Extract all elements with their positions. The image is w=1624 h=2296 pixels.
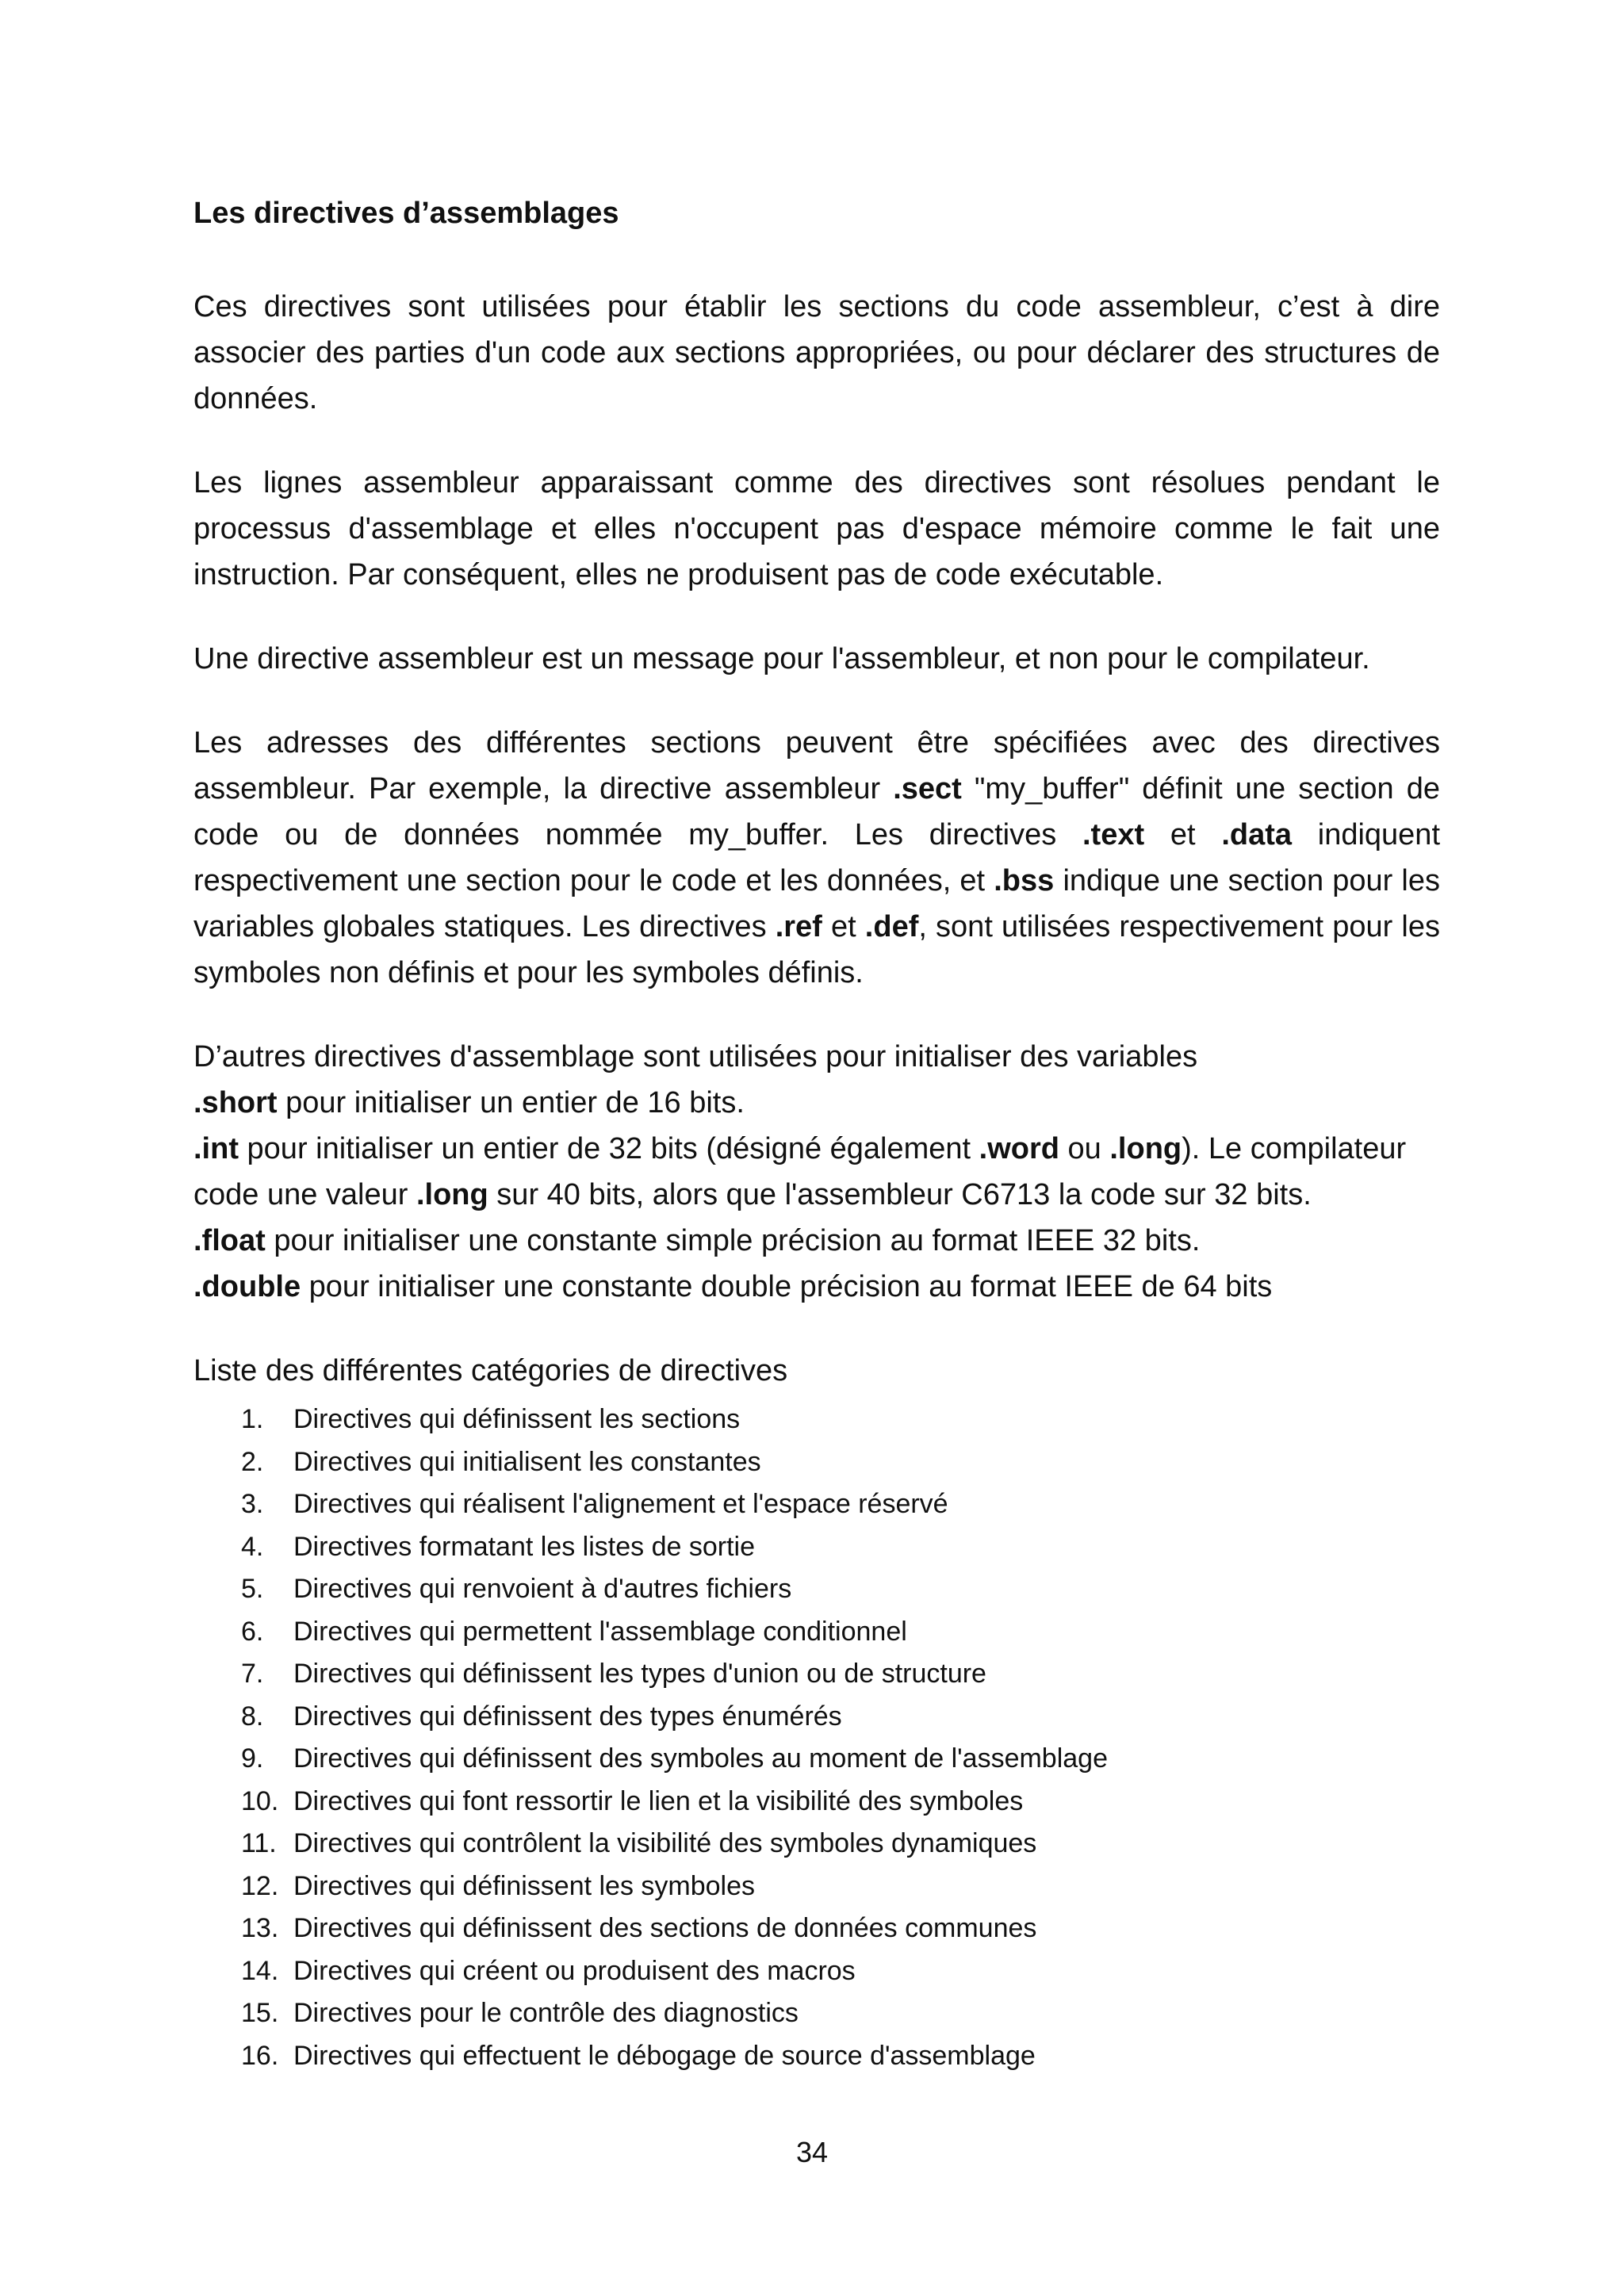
double-line	[193, 1264, 1440, 1310]
list-item-number: 4.	[241, 1531, 264, 1562]
text-segment: , sont utilisées respectivement pour les symboles non définis et pour les symboles définis.	[193, 910, 1440, 989]
list-item	[241, 1568, 1440, 1611]
list-item-text: Directives qui créent ou produisent des macros	[293, 1955, 856, 1986]
short-line	[193, 1080, 1440, 1126]
list-item	[241, 1611, 1440, 1654]
text-segment: et	[822, 910, 865, 943]
list-item	[241, 2035, 1440, 2078]
paragraph-sections	[193, 720, 1440, 996]
list-item	[241, 1526, 1440, 1569]
text-segment: pour initialiser une constante double précision au format IEEE de 64 bits	[301, 1270, 1273, 1303]
list-item-number: 3.	[241, 1489, 264, 1519]
list-item-text: Directives qui réalisent l'alignement et l'espace réservé	[293, 1489, 948, 1519]
text-segment: pour initialiser un entier de 32 bits (désigné également	[238, 1132, 979, 1165]
list-item-text: Directives qui définissent des sections de données communes	[293, 1913, 1037, 1943]
keyword-int: .int	[193, 1132, 239, 1165]
list-item-text: Directives qui font ressortir le lien et la visibilité des symboles	[293, 1785, 1024, 1816]
list-item	[241, 1866, 1440, 1908]
list-item-number: 1.	[241, 1404, 264, 1434]
list-item-number: 13.	[241, 1913, 279, 1943]
list-intro: Liste des différentes catégories de directives	[193, 1354, 788, 1387]
section-heading: Les directives d’assemblages	[193, 197, 619, 230]
keyword-data: .data	[1221, 818, 1293, 851]
list-item	[241, 1696, 1440, 1739]
init-intro-line: D’autres directives d'assemblage sont utilisées pour initialiser des variables	[193, 1040, 1198, 1073]
list-item	[241, 1908, 1440, 1950]
list-item-text: Directives qui définissent les types d'union ou de structure	[293, 1659, 986, 1689]
keyword-sect: .sect	[893, 772, 962, 806]
list-item-number: 16.	[241, 2040, 279, 2071]
text-segment: Les adresses des différentes sections peuvent être spécifiées avec des directives assembleur. Par exemple, la directive assembleur	[193, 726, 1440, 806]
list-item-text: Directives qui définissent des types énumérés	[293, 1701, 842, 1732]
keyword-bss: .bss	[994, 864, 1055, 897]
long-line	[193, 1172, 1440, 1218]
document-page	[193, 190, 1440, 2077]
keyword-short: .short	[193, 1086, 278, 1119]
keyword-def: .def	[864, 910, 919, 943]
directive-categories-list	[193, 1399, 1440, 2077]
keyword-ref: .ref	[775, 910, 822, 943]
float-line	[193, 1218, 1440, 1264]
text-segment: pour initialiser un entier de 16 bits.	[277, 1086, 745, 1119]
list-item-number: 14.	[241, 1955, 279, 1986]
list-item-number: 15.	[241, 1998, 279, 2028]
list-item	[241, 1823, 1440, 1866]
paragraph-resolution: Les lignes assembleur apparaissant comme des directives sont résolues pendant le processus d'assemblage et elles n'occupent pas d'espace mémoire comme le fait une instruction. Par conséquent, elles ne produisent pas de code exécutable.	[193, 466, 1440, 591]
list-item-number: 8.	[241, 1701, 264, 1732]
paragraph-intro: Ces directives sont utilisées pour établir les sections du code assembleur, c’est à dire associer des parties d'un code aux sections appropriées, ou pour déclarer des structures de données.	[193, 290, 1440, 415]
list-item-text: Directives qui renvoient à d'autres fichiers	[293, 1574, 792, 1604]
list-item-number: 6.	[241, 1616, 264, 1647]
int-line	[193, 1126, 1440, 1172]
list-item	[241, 1483, 1440, 1526]
list-item-number: 5.	[241, 1574, 264, 1604]
page-number: 34	[795, 2136, 829, 2168]
keyword-long: .long	[1109, 1132, 1182, 1165]
text-segment: ). Le compilateur	[1182, 1132, 1407, 1165]
keyword-long: .long	[416, 1178, 488, 1211]
list-item	[241, 1653, 1440, 1696]
list-item	[241, 1441, 1440, 1484]
list-item-number: 2.	[241, 1446, 264, 1477]
list-item-number: 11.	[241, 1828, 277, 1858]
list-item-text: Directives qui effectuent le débogage de source d'assemblage	[293, 2040, 1036, 2071]
list-item-text: Directives qui définissent les sections	[293, 1404, 741, 1434]
list-item-text: Directives qui permettent l'assemblage conditionnel	[293, 1616, 907, 1647]
list-item-number: 7.	[241, 1659, 264, 1689]
text-segment: et	[1144, 818, 1222, 851]
list-item-text: Directives qui initialisent les constantes	[293, 1446, 761, 1477]
text-segment: sur 40 bits, alors que l'assembleur C6713 la code sur 32 bits.	[488, 1178, 1312, 1211]
list-item	[241, 1399, 1440, 1441]
keyword-double: .double	[193, 1270, 301, 1303]
list-item-number: 10.	[241, 1785, 279, 1816]
text-segment: indique une section pour les variables globales statiques. Les directives	[193, 864, 1440, 943]
text-segment: ou	[1059, 1132, 1110, 1165]
keyword-float: .float	[193, 1224, 266, 1257]
list-item	[241, 1781, 1440, 1823]
paragraph-message: Une directive assembleur est un message pour l'assembleur, et non pour le compilateur.	[193, 642, 1370, 675]
list-item-text: Directives qui contrôlent la visibilité des symboles dynamiques	[293, 1828, 1037, 1858]
init-directives-block	[193, 1034, 1440, 1310]
list-item	[241, 1950, 1440, 1993]
keyword-word: .word	[979, 1132, 1059, 1165]
list-item-text: Directives qui définissent les symboles	[293, 1870, 756, 1901]
list-item-text: Directives formatant les listes de sortie	[293, 1531, 755, 1562]
list-item-text: Directives pour le contrôle des diagnostics	[293, 1998, 799, 2028]
list-item	[241, 1738, 1440, 1781]
text-segment: code une valeur	[193, 1178, 416, 1211]
keyword-text: .text	[1082, 818, 1145, 851]
text-segment: pour initialiser une constante simple précision au format IEEE 32 bits.	[265, 1224, 1201, 1257]
text-segment: indiquent respectivement une section pour le code et les données, et	[193, 818, 1440, 897]
list-item	[241, 1992, 1440, 2035]
list-item-number: 9.	[241, 1743, 264, 1774]
text-segment: "my_buffer" définit une section de code ou de données nommée my_buffer. Les directives	[193, 772, 1440, 851]
list-item-text: Directives qui définissent des symboles au moment de l'assemblage	[293, 1743, 1108, 1774]
list-item-number: 12.	[241, 1870, 279, 1901]
